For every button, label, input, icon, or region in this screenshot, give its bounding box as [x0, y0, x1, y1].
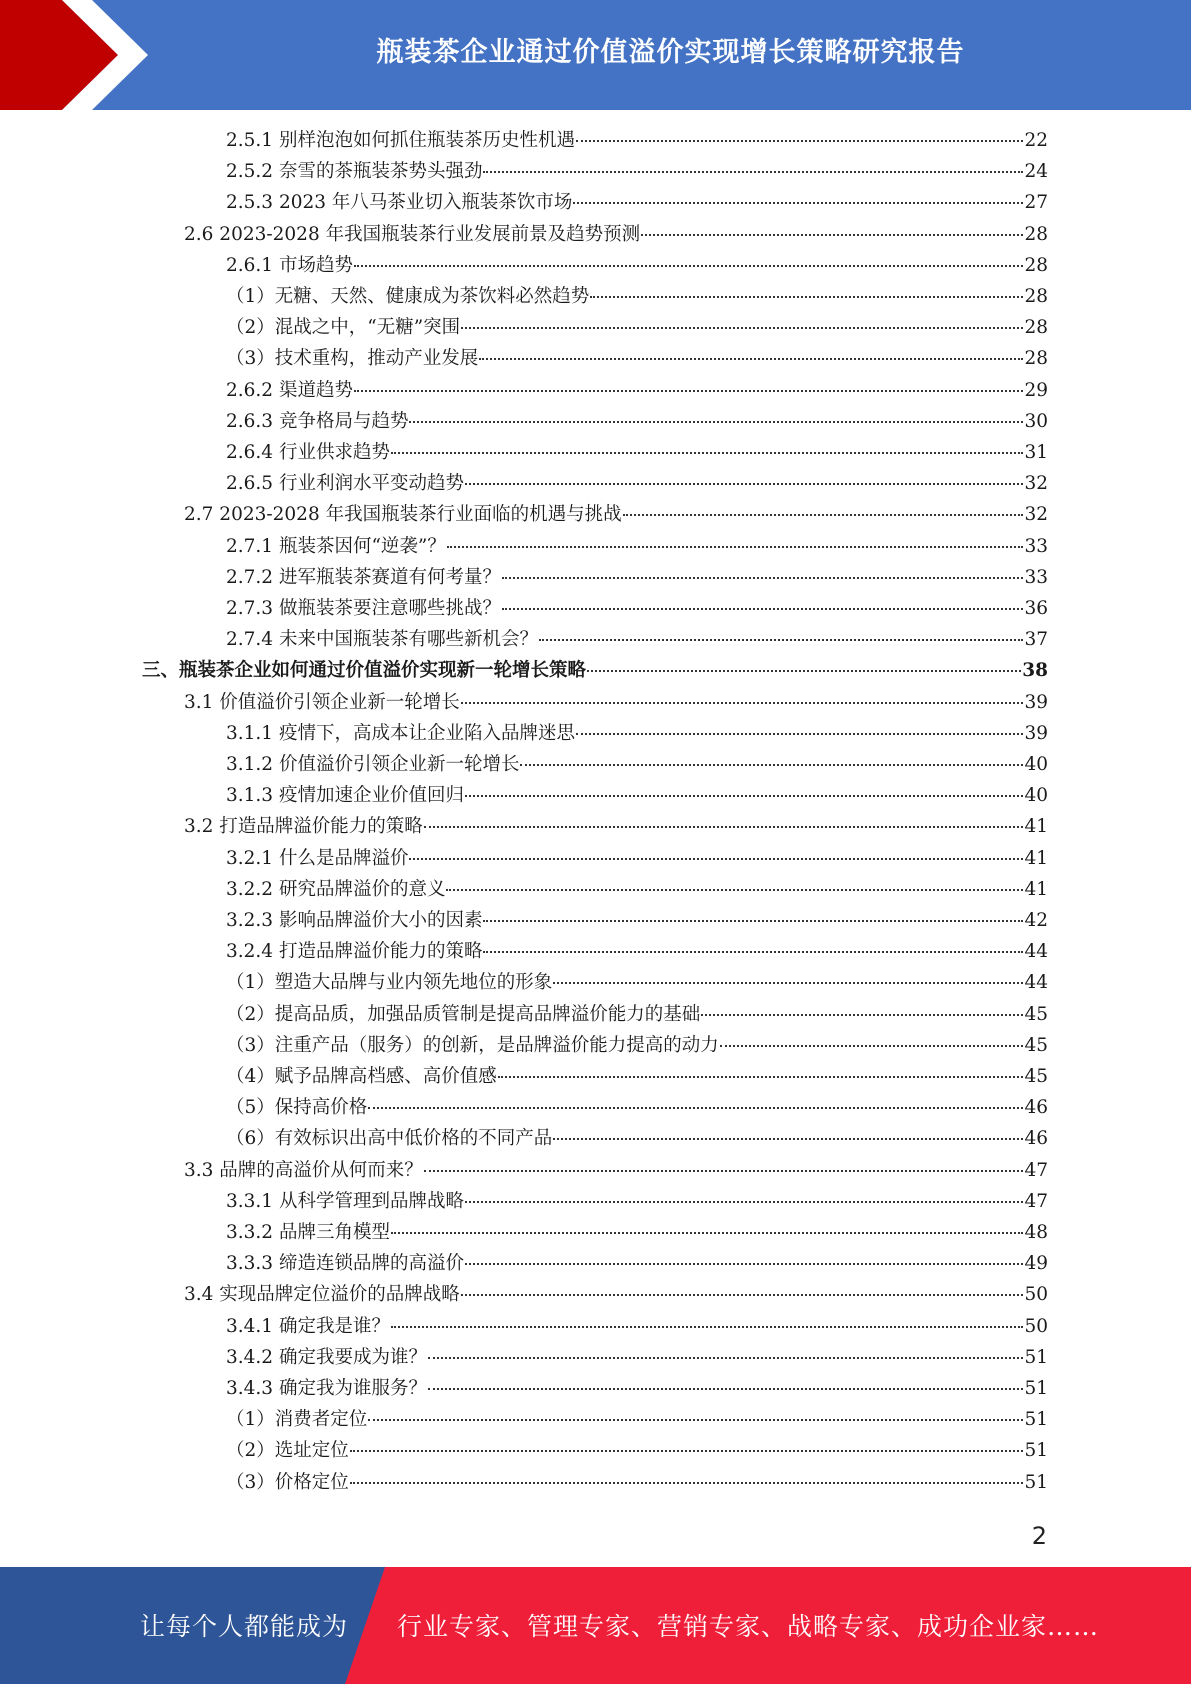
toc-entry-page: 29 [1024, 379, 1048, 401]
toc-entry-page: 33 [1024, 566, 1048, 588]
toc-entry-page: 47 [1024, 1190, 1048, 1212]
toc-entry-page: 37 [1024, 629, 1048, 651]
toc-entry[interactable] [226, 1251, 1048, 1277]
toc-dot-leader [701, 1013, 1023, 1016]
toc-dot-leader [391, 451, 1023, 454]
toc-entry[interactable] [226, 908, 1048, 934]
toc-entry-label: 3.1.1 疫情下，高成本让企业陷入品牌迷思 [226, 722, 575, 744]
toc-dot-leader [573, 201, 1023, 204]
toc-entry-label: 3.1 价值溢价引领企业新一轮增长 [184, 691, 460, 713]
toc-entry-page: 46 [1024, 1128, 1048, 1150]
toc-entry-label: 2.6.5 行业利润水平变动趋势 [226, 473, 464, 495]
toc-entry[interactable] [226, 565, 1048, 591]
toc-entry[interactable] [184, 690, 1048, 716]
toc-entry-page: 27 [1024, 192, 1048, 214]
toc-entry[interactable] [226, 596, 1048, 622]
toc-entry[interactable] [184, 1158, 1048, 1184]
toc-entry-page: 41 [1024, 816, 1048, 838]
toc-dot-leader [461, 1293, 1024, 1296]
report-title: 瓶装茶企业通过价值溢价实现增长策略研究报告 [376, 37, 965, 68]
toc-entry-label: 2.6.4 行业供求趋势 [226, 442, 390, 463]
toc-entry[interactable] [226, 1376, 1048, 1402]
toc-entry[interactable] [226, 1189, 1048, 1215]
toc-entry-page: 31 [1024, 442, 1048, 463]
toc-dot-leader [461, 701, 1024, 704]
toc-entry-page: 30 [1024, 410, 1048, 432]
toc-dot-leader [483, 170, 1023, 173]
toc-entry-label: 3.2.1 什么是品牌溢价 [226, 847, 409, 869]
toc-entry-label: （2）选址定位 [226, 1440, 349, 1462]
toc-entry-page: 44 [1024, 972, 1048, 994]
toc-entry-label: 2.7.3 做瓶装茶要注意哪些挑战？ [226, 598, 501, 619]
toc-entry-page: 47 [1024, 1159, 1048, 1181]
toc-dot-leader [447, 545, 1024, 548]
toc-entry[interactable] [226, 1126, 1048, 1152]
toc-entry-page: 45 [1024, 1066, 1048, 1087]
toc-dot-leader [539, 638, 1023, 641]
toc-entry-label: 三、瓶装茶企业如何通过价值溢价实现新一轮增长策略 [142, 660, 587, 682]
toc-entry-label: 3.2.2 研究品牌溢价的意义 [226, 878, 446, 900]
toc-entry-page: 32 [1024, 473, 1048, 495]
toc-entry-page: 49 [1024, 1253, 1048, 1275]
toc-entry-page: 51 [1024, 1346, 1048, 1368]
toc-entry-page: 22 [1024, 130, 1048, 151]
toc-entry-page: 39 [1024, 722, 1048, 744]
toc-entry[interactable] [226, 1438, 1048, 1464]
toc-entry-page: 33 [1024, 535, 1048, 557]
toc-entry[interactable] [226, 253, 1048, 279]
toc-entry-page: 38 [1022, 660, 1048, 682]
toc-dot-leader [424, 825, 1024, 828]
toc-entry[interactable] [226, 190, 1048, 216]
toc-entry-label: 3.3.1 从科学管理到品牌战略 [226, 1190, 464, 1212]
toc-entry-label: （1）塑造大品牌与业内领先地位的形象 [226, 972, 553, 994]
toc-entry-label: 3.3.3 缔造连锁品牌的高溢价 [226, 1253, 464, 1275]
toc-entry-label: 3.2 打造品牌溢价能力的策略 [184, 816, 423, 838]
page-number: 2 [1031, 1522, 1047, 1550]
toc-dot-leader [461, 326, 1023, 329]
toc-entry[interactable] [226, 1220, 1048, 1246]
toc-entry-page: 44 [1024, 941, 1048, 963]
toc-entry-label: 3.1.2 价值溢价引领企业新一轮增长 [226, 754, 520, 775]
toc-entry-page: 45 [1024, 1003, 1048, 1025]
toc-entry[interactable] [184, 814, 1048, 840]
toc-entry[interactable] [226, 1345, 1048, 1371]
toc-entry-label: 3.4.2 确定我要成为谁？ [226, 1346, 427, 1368]
toc-entry[interactable] [184, 1282, 1048, 1308]
toc-entry[interactable] [226, 471, 1048, 497]
toc-entry-label: （2）提高品质，加强品质管制是提高品牌溢价能力的基础 [226, 1003, 701, 1025]
toc-entry[interactable] [226, 1064, 1048, 1090]
toc-entry-label: 3.3.2 品牌三角模型 [226, 1222, 390, 1243]
toc-entry-page: 50 [1024, 1284, 1048, 1306]
toc-entry[interactable] [226, 846, 1048, 872]
toc-entry-label: 2.5.1 别样泡泡如何抓住瓶装茶历史性机遇 [226, 130, 575, 151]
toc-entry[interactable] [226, 752, 1048, 778]
toc-entry-label: 2.5.2 奈雪的茶瓶装茶势头强劲 [226, 161, 483, 183]
toc-entry-page: 50 [1024, 1315, 1048, 1337]
toc-dot-leader [391, 1231, 1023, 1234]
toc-dot-leader [553, 981, 1023, 984]
toc-entry-page: 45 [1024, 1034, 1048, 1056]
toc-dot-leader [520, 763, 1023, 766]
toc-entry[interactable] [226, 721, 1048, 747]
toc-entry-label: 2.6.2 渠道趋势 [226, 379, 353, 401]
toc-entry-label: （4）赋予品牌高档感、高价值感 [226, 1066, 497, 1087]
toc-dot-leader [465, 794, 1023, 797]
toc-dot-leader [446, 888, 1023, 891]
toc-entry-page: 51 [1024, 1378, 1048, 1399]
toc-entry[interactable] [226, 315, 1048, 341]
toc-entry[interactable] [226, 159, 1048, 185]
toc-entry-label: （2）混战之中，“无糖”突围 [226, 317, 461, 339]
footer-slogan-right: 行业专家、管理专家、营销专家、战略专家、成功企业家…… [397, 1612, 1100, 1641]
toc-entry-page: 48 [1024, 1222, 1048, 1243]
toc-dot-leader [409, 857, 1023, 860]
page-footer [0, 1567, 1191, 1684]
toc-dot-leader [428, 1356, 1023, 1359]
toc-entry-page: 39 [1024, 691, 1048, 713]
toc-entry-label: 2.7.2 进军瓶装茶赛道有何考量？ [226, 566, 501, 588]
toc-dot-leader [576, 139, 1023, 142]
toc-entry[interactable] [226, 1314, 1048, 1340]
toc-entry[interactable] [226, 440, 1048, 466]
toc-dot-leader [623, 513, 1024, 516]
toc-entry-label: 2.5.3 2023 年八马茶业切入瓶装茶饮市场 [226, 192, 573, 214]
toc-entry-page: 40 [1024, 754, 1048, 775]
toc-entry[interactable] [226, 534, 1048, 560]
toc-dot-leader [576, 732, 1023, 735]
toc-entry[interactable] [226, 1095, 1048, 1121]
toc-entry-page: 41 [1024, 847, 1048, 869]
toc-entry-label: 3.1.3 疫情加速企业价值回归 [226, 785, 464, 807]
page-header [0, 0, 1191, 110]
toc-entry-page: 28 [1024, 348, 1048, 370]
toc-entry[interactable] [142, 658, 1048, 684]
toc-entry-label: 2.7 2023-2028 年我国瓶装茶行业面临的机遇与挑战 [184, 504, 622, 526]
toc-dot-leader [483, 950, 1023, 953]
toc-entry-page: 46 [1024, 1097, 1048, 1119]
toc-entry[interactable] [226, 939, 1048, 965]
toc-entry-label: （3）技术重构，推动产业发展 [226, 348, 479, 370]
toc-entry-label: 3.3 品牌的高溢价从何而来？ [184, 1159, 423, 1181]
toc-entry-page: 51 [1024, 1440, 1048, 1462]
toc-entry-page: 32 [1024, 504, 1048, 526]
toc-entry-page: 24 [1024, 161, 1048, 183]
toc-dot-leader [553, 1137, 1023, 1140]
toc-entry[interactable] [226, 1407, 1048, 1433]
toc-entry[interactable] [226, 346, 1048, 372]
toc-dot-leader [368, 1418, 1023, 1421]
toc-dot-leader [498, 1075, 1024, 1078]
toc-entry[interactable] [226, 284, 1048, 310]
toc-entry-label: 2.6.1 市场趋势 [226, 254, 353, 276]
toc-entry-page: 28 [1024, 317, 1048, 339]
toc-dot-leader [354, 389, 1024, 392]
toc-entry[interactable] [226, 783, 1048, 809]
toc-dot-leader [391, 1325, 1023, 1328]
toc-dot-leader [424, 1169, 1024, 1172]
toc-dot-leader [350, 1481, 1024, 1484]
toc-entry-label: 2.6 2023-2028 年我国瓶装茶行业发展前景及趋势预测 [184, 223, 641, 245]
toc-entry[interactable] [226, 1470, 1048, 1496]
toc-entry[interactable] [226, 409, 1048, 435]
toc-dot-leader [479, 357, 1023, 360]
toc-entry-label: 2.7.1 瓶装茶因何“逆袭”？ [226, 535, 446, 557]
toc-entry-label: 2.6.3 竞争格局与趋势 [226, 410, 409, 432]
toc-dot-leader [465, 1200, 1023, 1203]
toc-entry[interactable] [184, 222, 1048, 248]
toc-dot-leader [465, 482, 1023, 485]
toc-entry-label: 2.7.4 未来中国瓶装茶有哪些新机会？ [226, 629, 538, 651]
toc-dot-leader [428, 1387, 1023, 1390]
toc-entry-label: （6）有效标识出高中低价格的不同产品 [226, 1128, 553, 1150]
header-arrow-decoration [0, 0, 160, 110]
toc-entry-page: 28 [1024, 286, 1048, 307]
toc-entry-page: 51 [1024, 1409, 1048, 1431]
toc-entry-label: （1）无糖、天然、健康成为茶饮料必然趋势 [226, 286, 590, 307]
toc-dot-leader [465, 1262, 1023, 1265]
toc-entry[interactable] [226, 1033, 1048, 1059]
toc-dot-leader [587, 669, 1021, 672]
toc-dot-leader [483, 919, 1023, 922]
footer-slogan-left: 让每个人都能成为 [140, 1612, 349, 1641]
toc-entry-page: 36 [1024, 598, 1048, 619]
toc-dot-leader [720, 1044, 1024, 1047]
toc-dot-leader [354, 264, 1024, 267]
toc-entry-page: 41 [1024, 878, 1048, 900]
toc-entry-label: 3.4.1 确定我是谁？ [226, 1315, 390, 1337]
toc-entry-label: 3.4 实现品牌定位溢价的品牌战略 [184, 1284, 460, 1306]
toc-entry-label: （1）消费者定位 [226, 1409, 368, 1431]
toc-entry-page: 28 [1024, 254, 1048, 276]
toc-entry[interactable] [226, 378, 1048, 404]
toc-dot-leader [502, 607, 1023, 610]
toc-dot-leader [502, 576, 1023, 579]
toc-entry-page: 40 [1024, 785, 1048, 807]
toc-entry[interactable] [226, 1002, 1048, 1028]
toc-entry[interactable] [184, 502, 1048, 528]
toc-entry[interactable] [226, 970, 1048, 996]
toc-entry[interactable] [226, 627, 1048, 653]
toc-entry-label: （5）保持高价格 [226, 1097, 368, 1119]
toc-dot-leader [590, 295, 1023, 298]
toc-entry-label: 3.4.3 确定我为谁服务？ [226, 1378, 427, 1399]
toc-dot-leader [641, 233, 1023, 236]
toc-entry-label: （3）注重产品（服务）的创新，是品牌溢价能力提高的动力 [226, 1034, 719, 1056]
toc-entry-page: 42 [1024, 910, 1048, 931]
toc-entry-page: 28 [1024, 223, 1048, 245]
toc-dot-leader [350, 1449, 1024, 1452]
toc-dot-leader [409, 420, 1023, 423]
toc-entry-page: 51 [1024, 1471, 1048, 1493]
toc-dot-leader [368, 1106, 1023, 1109]
toc-entry-label: 3.2.4 打造品牌溢价能力的策略 [226, 941, 483, 963]
toc-entry[interactable] [226, 128, 1048, 154]
toc-entry-label: 3.2.3 影响品牌溢价大小的因素 [226, 910, 483, 931]
toc-entry-label: （3）价格定位 [226, 1471, 349, 1493]
toc-entry[interactable] [226, 877, 1048, 903]
